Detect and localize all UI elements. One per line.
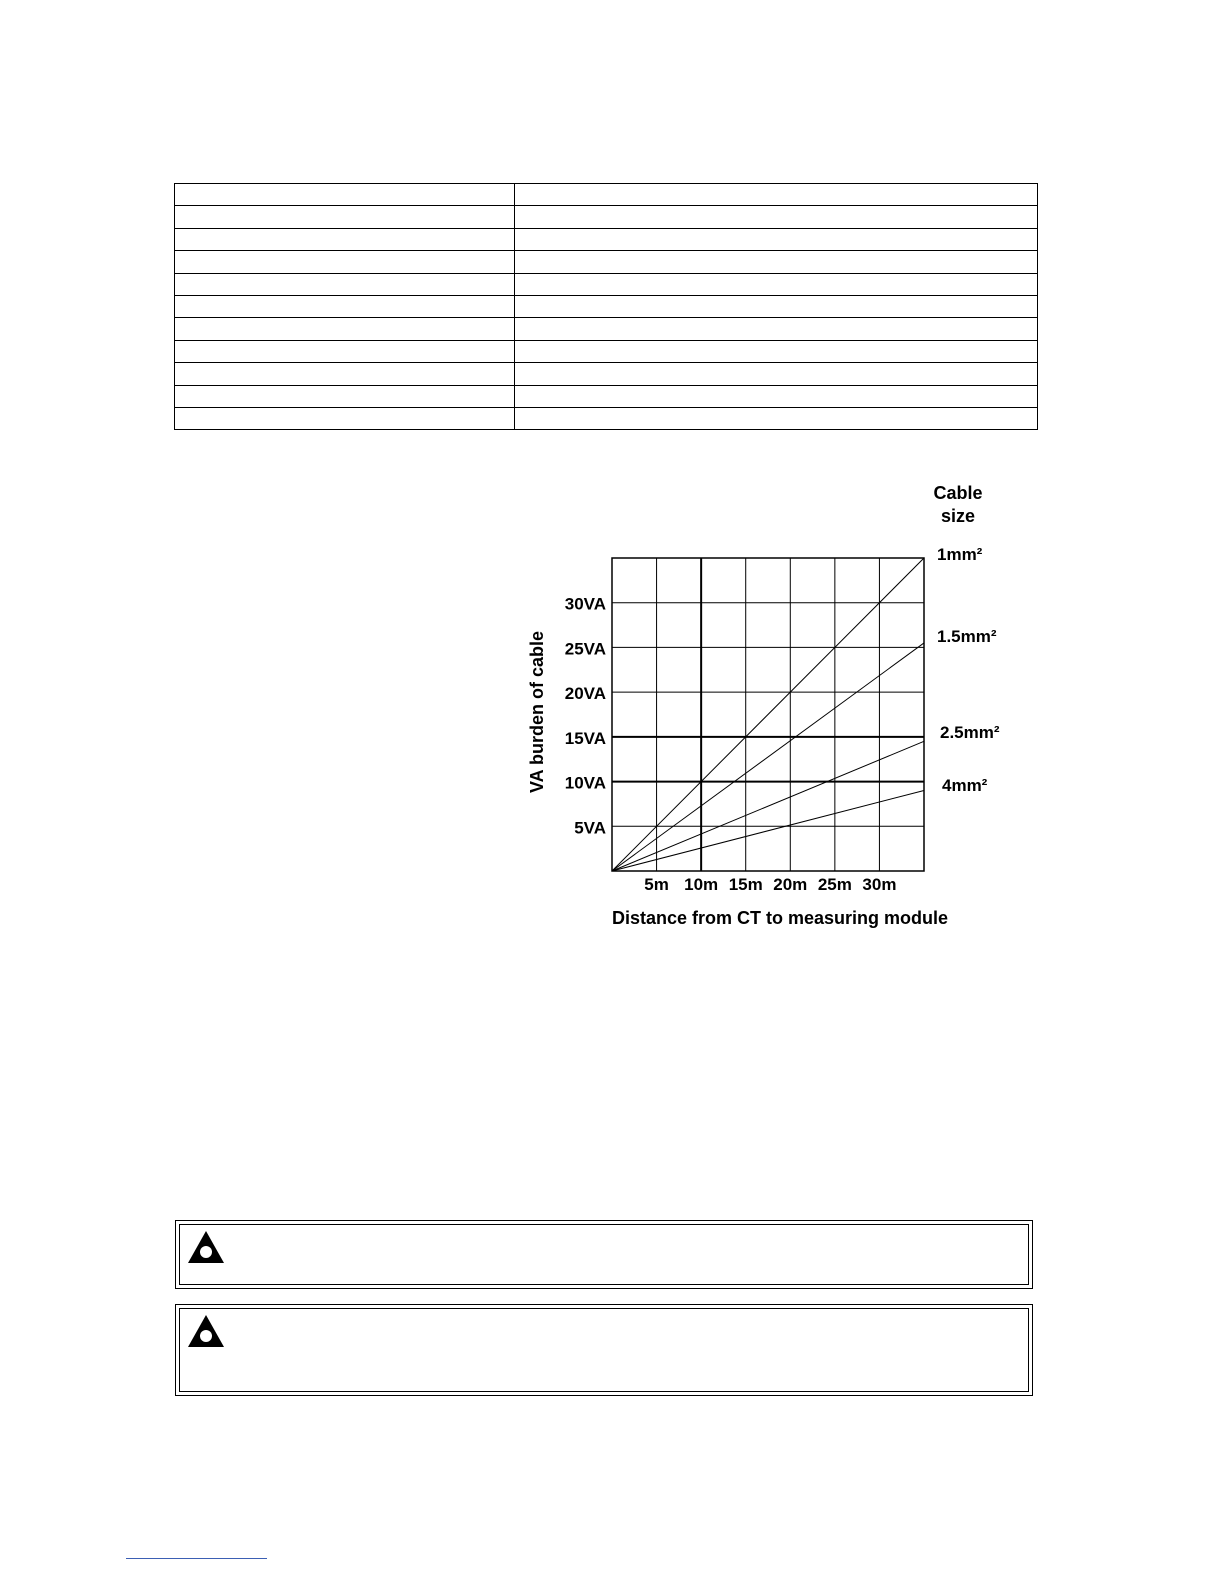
x-tick-label: 20m (773, 875, 808, 894)
warning-triangle-icon (186, 1313, 226, 1349)
x-tick-label: 30m (862, 875, 897, 894)
warning-box-1 (175, 1220, 1033, 1289)
series-line (612, 558, 924, 871)
y-axis-label: VA burden of cable (527, 630, 547, 794)
warning-box-2 (175, 1304, 1033, 1396)
x-axis-label: Distance from CT to measuring module (611, 908, 949, 928)
series-label: 1.5mm² (937, 627, 997, 646)
series-label: 4mm² (942, 776, 988, 795)
y-tick-label: 30VA (564, 594, 606, 614)
series-line (612, 643, 924, 871)
y-tick-label: 5VA (574, 818, 606, 838)
series-label: 2.5mm² (940, 723, 1000, 742)
series-line (612, 741, 924, 871)
x-tick-label: 10m (684, 875, 719, 894)
warning-triangle-icon (186, 1229, 226, 1265)
x-tick-label: 25m (817, 875, 852, 894)
x-tick-label: 15m (728, 875, 763, 894)
legend-title: Cable size (933, 483, 983, 526)
series-line (612, 791, 924, 871)
y-tick-label: 10VA (564, 773, 606, 793)
x-tick-label: 5m (644, 875, 669, 894)
series-label: 1mm² (937, 545, 983, 564)
y-tick-label: 25VA (564, 639, 606, 659)
y-tick-label: 20VA (564, 684, 606, 704)
y-tick-label: 15VA (564, 728, 606, 748)
footnote-separator (126, 1558, 267, 1559)
